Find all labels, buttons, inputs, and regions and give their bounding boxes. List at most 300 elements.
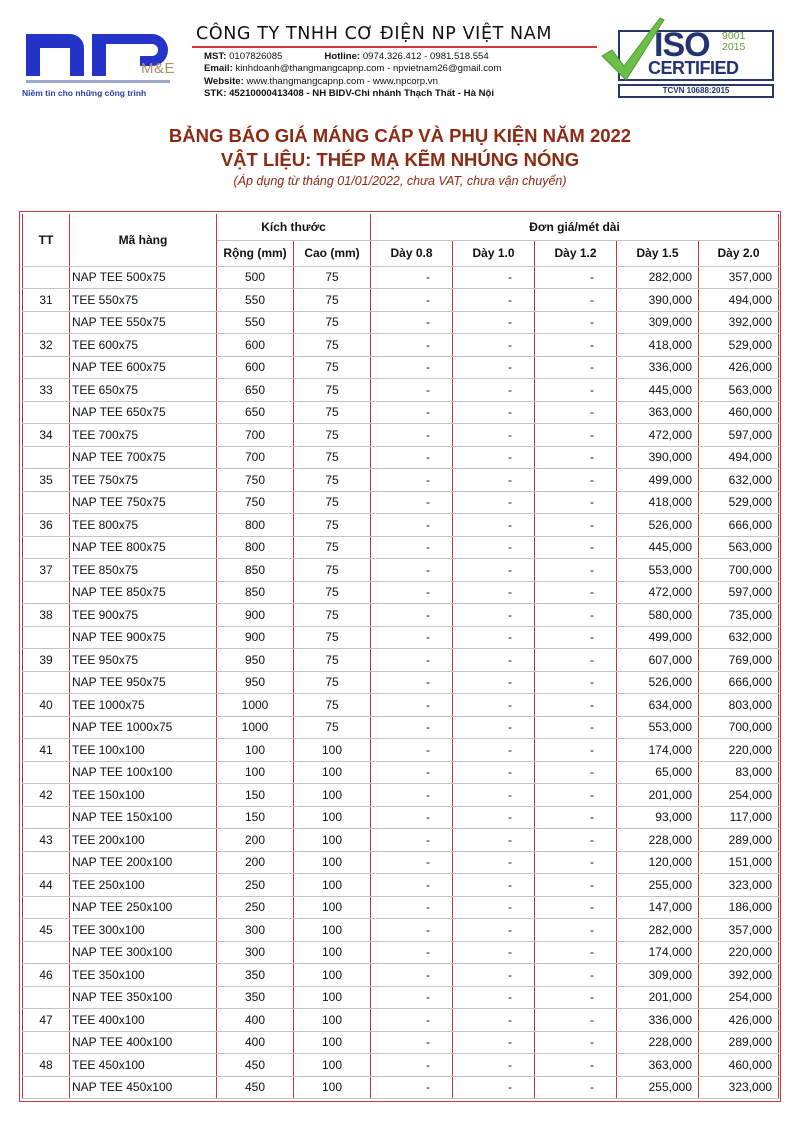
cell-d08: - bbox=[371, 806, 453, 829]
cell-d20: 529,000 bbox=[699, 334, 779, 357]
cell-d10: - bbox=[453, 266, 535, 289]
cell-d08: - bbox=[371, 851, 453, 874]
mst-value: 0107826085 bbox=[229, 50, 283, 62]
cell-d08: - bbox=[371, 1031, 453, 1054]
cell-d10: - bbox=[453, 334, 535, 357]
cell-d08: - bbox=[371, 1054, 453, 1077]
table-row bbox=[23, 761, 779, 784]
cell-tt bbox=[23, 491, 70, 514]
cell-d15: 390,000 bbox=[617, 289, 699, 312]
table-row bbox=[23, 289, 779, 312]
cell-h: 75 bbox=[294, 334, 371, 357]
bank-account-line bbox=[204, 88, 602, 101]
cell-d15: 93,000 bbox=[617, 806, 699, 829]
cell-w: 700 bbox=[217, 446, 294, 469]
cell-d10: - bbox=[453, 536, 535, 559]
cell-d15: 499,000 bbox=[617, 469, 699, 492]
title-line-2: VẬT LIỆU: THÉP MẠ KẼM NHÚNG NÓNG bbox=[220, 149, 580, 170]
cell-d10: - bbox=[453, 604, 535, 627]
cell-h: 100 bbox=[294, 1031, 371, 1054]
cell-d08: - bbox=[371, 739, 453, 762]
cell-h: 100 bbox=[294, 739, 371, 762]
cell-tt bbox=[23, 761, 70, 784]
cell-code: NAP TEE 950x75 bbox=[70, 671, 217, 694]
cell-d15: 526,000 bbox=[617, 671, 699, 694]
cell-code: TEE 600x75 bbox=[70, 334, 217, 357]
cell-w: 300 bbox=[217, 941, 294, 964]
cell-d12: - bbox=[535, 806, 617, 829]
email-label: Email: bbox=[204, 63, 233, 74]
cell-code: TEE 900x75 bbox=[70, 604, 217, 627]
checkmark-icon bbox=[598, 14, 668, 84]
cell-w: 250 bbox=[217, 874, 294, 897]
cell-w: 900 bbox=[217, 626, 294, 649]
cell-h: 75 bbox=[294, 604, 371, 627]
cell-d08: - bbox=[371, 986, 453, 1009]
cell-d12: - bbox=[535, 694, 617, 717]
cell-h: 75 bbox=[294, 649, 371, 672]
cell-d20: 357,000 bbox=[699, 266, 779, 289]
company-name: CÔNG TY TNHH CƠ ĐIỆN NP VIỆT NAM bbox=[196, 24, 553, 44]
cell-d20: 392,000 bbox=[699, 311, 779, 334]
cell-d20: 357,000 bbox=[699, 919, 779, 942]
cell-w: 950 bbox=[217, 671, 294, 694]
company-divider bbox=[192, 46, 597, 48]
cell-d08: - bbox=[371, 1076, 453, 1099]
cell-h: 75 bbox=[294, 559, 371, 582]
cell-code: TEE 750x75 bbox=[70, 469, 217, 492]
cell-d15: 553,000 bbox=[617, 716, 699, 739]
cell-tt: 44 bbox=[23, 874, 70, 897]
cell-tt: 42 bbox=[23, 784, 70, 807]
cell-code: NAP TEE 450x100 bbox=[70, 1076, 217, 1099]
cell-tt: 31 bbox=[23, 289, 70, 312]
cell-tt bbox=[23, 266, 70, 289]
cell-d10: - bbox=[453, 694, 535, 717]
table-row bbox=[23, 694, 779, 717]
cell-code: NAP TEE 900x75 bbox=[70, 626, 217, 649]
cell-d08: - bbox=[371, 649, 453, 672]
cell-h: 75 bbox=[294, 379, 371, 402]
cell-h: 100 bbox=[294, 1009, 371, 1032]
cell-tt bbox=[23, 401, 70, 424]
cell-code: TEE 850x75 bbox=[70, 559, 217, 582]
cell-d20: 597,000 bbox=[699, 581, 779, 604]
table-row bbox=[23, 446, 779, 469]
cell-code: TEE 350x100 bbox=[70, 964, 217, 987]
cell-h: 75 bbox=[294, 536, 371, 559]
cell-d12: - bbox=[535, 716, 617, 739]
table-row bbox=[23, 424, 779, 447]
cell-d08: - bbox=[371, 289, 453, 312]
table-row bbox=[23, 604, 779, 627]
cell-d20: 117,000 bbox=[699, 806, 779, 829]
company-logo bbox=[22, 28, 176, 100]
cell-d20: 289,000 bbox=[699, 829, 779, 852]
cell-tt bbox=[23, 581, 70, 604]
cell-code: NAP TEE 1000x75 bbox=[70, 716, 217, 739]
cell-w: 550 bbox=[217, 311, 294, 334]
cell-tt bbox=[23, 851, 70, 874]
header-tt: TT bbox=[23, 214, 70, 266]
cell-d20: 323,000 bbox=[699, 874, 779, 897]
cell-d08: - bbox=[371, 514, 453, 537]
iso-certified-badge bbox=[598, 14, 778, 98]
cell-d08: - bbox=[371, 401, 453, 424]
cell-d15: 201,000 bbox=[617, 986, 699, 1009]
cell-h: 75 bbox=[294, 716, 371, 739]
cell-tt bbox=[23, 941, 70, 964]
cell-tt: 37 bbox=[23, 559, 70, 582]
cell-d20: 186,000 bbox=[699, 896, 779, 919]
cell-code: TEE 100x100 bbox=[70, 739, 217, 762]
cell-d10: - bbox=[453, 289, 535, 312]
website-line bbox=[204, 76, 602, 89]
cell-w: 750 bbox=[217, 491, 294, 514]
iso-certified-text: CERTIFIED bbox=[648, 58, 739, 78]
table-row bbox=[23, 941, 779, 964]
table-row bbox=[23, 401, 779, 424]
cell-tt bbox=[23, 1076, 70, 1099]
cell-d20: 460,000 bbox=[699, 1054, 779, 1077]
cell-d12: - bbox=[535, 514, 617, 537]
cell-h: 75 bbox=[294, 626, 371, 649]
cell-d08: - bbox=[371, 874, 453, 897]
cell-d15: 228,000 bbox=[617, 1031, 699, 1054]
table-row bbox=[23, 671, 779, 694]
cell-w: 200 bbox=[217, 829, 294, 852]
cell-h: 100 bbox=[294, 829, 371, 852]
table-row bbox=[23, 536, 779, 559]
cell-code: TEE 150x100 bbox=[70, 784, 217, 807]
cell-d15: 147,000 bbox=[617, 896, 699, 919]
cell-d10: - bbox=[453, 401, 535, 424]
cell-h: 100 bbox=[294, 964, 371, 987]
cell-d10: - bbox=[453, 311, 535, 334]
cell-d10: - bbox=[453, 626, 535, 649]
hotline-label: Hotline: bbox=[324, 50, 361, 62]
cell-h: 100 bbox=[294, 784, 371, 807]
cell-tt: 48 bbox=[23, 1054, 70, 1077]
cell-w: 600 bbox=[217, 334, 294, 357]
cell-d10: - bbox=[453, 896, 535, 919]
cell-d12: - bbox=[535, 671, 617, 694]
table-row bbox=[23, 491, 779, 514]
cell-d10: - bbox=[453, 424, 535, 447]
cell-tt bbox=[23, 1031, 70, 1054]
cell-d12: - bbox=[535, 559, 617, 582]
cell-tt: 45 bbox=[23, 919, 70, 942]
cell-d20: 632,000 bbox=[699, 626, 779, 649]
cell-d15: 255,000 bbox=[617, 1076, 699, 1099]
table-row bbox=[23, 469, 779, 492]
cell-tt: 46 bbox=[23, 964, 70, 987]
mst-label: MST: bbox=[204, 50, 227, 62]
cell-code: TEE 950x75 bbox=[70, 649, 217, 672]
table-row bbox=[23, 1054, 779, 1077]
cell-code: NAP TEE 150x100 bbox=[70, 806, 217, 829]
cell-h: 75 bbox=[294, 446, 371, 469]
cell-d20: 563,000 bbox=[699, 536, 779, 559]
cell-d20: 289,000 bbox=[699, 1031, 779, 1054]
cell-d12: - bbox=[535, 761, 617, 784]
cell-w: 800 bbox=[217, 514, 294, 537]
table-row bbox=[23, 514, 779, 537]
cell-w: 450 bbox=[217, 1076, 294, 1099]
cell-tt bbox=[23, 626, 70, 649]
document-title bbox=[0, 124, 800, 189]
cell-tt: 41 bbox=[23, 739, 70, 762]
cell-d15: 445,000 bbox=[617, 536, 699, 559]
cell-h: 100 bbox=[294, 941, 371, 964]
cell-h: 100 bbox=[294, 986, 371, 1009]
cell-d15: 201,000 bbox=[617, 784, 699, 807]
cell-tt bbox=[23, 716, 70, 739]
cell-code: TEE 300x100 bbox=[70, 919, 217, 942]
cell-d12: - bbox=[535, 784, 617, 807]
email-line bbox=[204, 63, 602, 76]
cell-w: 1000 bbox=[217, 694, 294, 717]
cell-code: NAP TEE 600x75 bbox=[70, 356, 217, 379]
cell-tt: 32 bbox=[23, 334, 70, 357]
cell-w: 550 bbox=[217, 289, 294, 312]
title-note: (Áp dụng từ tháng 01/01/2022, chưa VAT, chưa vận chuyển) bbox=[233, 174, 567, 188]
cell-d12: - bbox=[535, 829, 617, 852]
cell-d10: - bbox=[453, 1076, 535, 1099]
header-d12: Dày 1.2 bbox=[535, 240, 617, 266]
cell-d15: 499,000 bbox=[617, 626, 699, 649]
cell-tt bbox=[23, 311, 70, 334]
cell-code: NAP TEE 200x100 bbox=[70, 851, 217, 874]
table-row bbox=[23, 311, 779, 334]
table-row bbox=[23, 896, 779, 919]
cell-d08: - bbox=[371, 671, 453, 694]
cell-d15: 445,000 bbox=[617, 379, 699, 402]
cell-code: TEE 450x100 bbox=[70, 1054, 217, 1077]
cell-code: NAP TEE 250x100 bbox=[70, 896, 217, 919]
header-code: Mã hàng bbox=[70, 214, 217, 266]
cell-tt bbox=[23, 986, 70, 1009]
cell-d15: 418,000 bbox=[617, 334, 699, 357]
cell-d08: - bbox=[371, 581, 453, 604]
cell-d20: 254,000 bbox=[699, 986, 779, 1009]
cell-d12: - bbox=[535, 896, 617, 919]
company-contacts bbox=[192, 51, 602, 101]
cell-w: 850 bbox=[217, 559, 294, 582]
cell-d20: 83,000 bbox=[699, 761, 779, 784]
table-row bbox=[23, 1076, 779, 1099]
cell-d15: 65,000 bbox=[617, 761, 699, 784]
header-height: Cao (mm) bbox=[294, 240, 371, 266]
cell-d12: - bbox=[535, 469, 617, 492]
cell-d15: 472,000 bbox=[617, 424, 699, 447]
table-row bbox=[23, 559, 779, 582]
table-row bbox=[23, 964, 779, 987]
cell-d20: 323,000 bbox=[699, 1076, 779, 1099]
cell-d20: 151,000 bbox=[699, 851, 779, 874]
cell-d15: 255,000 bbox=[617, 874, 699, 897]
cell-d10: - bbox=[453, 671, 535, 694]
cell-d20: 597,000 bbox=[699, 424, 779, 447]
cell-tt: 35 bbox=[23, 469, 70, 492]
cell-code: NAP TEE 550x75 bbox=[70, 311, 217, 334]
cell-d15: 282,000 bbox=[617, 919, 699, 942]
cell-d20: 563,000 bbox=[699, 379, 779, 402]
logo-slogan: Niềm tin cho những công trình bbox=[22, 88, 147, 98]
cell-w: 650 bbox=[217, 401, 294, 424]
cell-d20: 494,000 bbox=[699, 289, 779, 312]
cell-d20: 426,000 bbox=[699, 356, 779, 379]
header-price: Đơn giá/mét dài bbox=[371, 214, 779, 240]
cell-h: 75 bbox=[294, 401, 371, 424]
cell-h: 100 bbox=[294, 1054, 371, 1077]
tcvn-label: TCVN 10688:2015 bbox=[618, 84, 774, 98]
cell-h: 100 bbox=[294, 896, 371, 919]
cell-w: 850 bbox=[217, 581, 294, 604]
header-d10: Dày 1.0 bbox=[453, 240, 535, 266]
cell-d10: - bbox=[453, 919, 535, 942]
cell-d08: - bbox=[371, 536, 453, 559]
table-row bbox=[23, 379, 779, 402]
cell-d08: - bbox=[371, 761, 453, 784]
cell-d10: - bbox=[453, 806, 535, 829]
cell-h: 75 bbox=[294, 289, 371, 312]
cell-code: TEE 550x75 bbox=[70, 289, 217, 312]
table-row bbox=[23, 356, 779, 379]
stk-label: STK: bbox=[204, 88, 227, 99]
cell-d10: - bbox=[453, 986, 535, 1009]
cell-code: NAP TEE 350x100 bbox=[70, 986, 217, 1009]
tax-code-line bbox=[204, 51, 602, 64]
cell-d20: 220,000 bbox=[699, 941, 779, 964]
cell-code: TEE 400x100 bbox=[70, 1009, 217, 1032]
cell-d12: - bbox=[535, 401, 617, 424]
cell-d10: - bbox=[453, 1009, 535, 1032]
cell-w: 150 bbox=[217, 806, 294, 829]
cell-d20: 803,000 bbox=[699, 694, 779, 717]
cell-d12: - bbox=[535, 919, 617, 942]
header-d20: Dày 2.0 bbox=[699, 240, 779, 266]
cell-h: 75 bbox=[294, 266, 371, 289]
cell-code: NAP TEE 100x100 bbox=[70, 761, 217, 784]
letterhead bbox=[0, 0, 800, 108]
cell-d15: 309,000 bbox=[617, 311, 699, 334]
cell-d10: - bbox=[453, 356, 535, 379]
cell-d12: - bbox=[535, 379, 617, 402]
cell-w: 100 bbox=[217, 739, 294, 762]
cell-d08: - bbox=[371, 784, 453, 807]
cell-d10: - bbox=[453, 829, 535, 852]
cell-h: 75 bbox=[294, 514, 371, 537]
cell-d10: - bbox=[453, 1031, 535, 1054]
cell-w: 100 bbox=[217, 761, 294, 784]
price-table bbox=[19, 211, 781, 1102]
cell-d10: - bbox=[453, 469, 535, 492]
cell-tt: 47 bbox=[23, 1009, 70, 1032]
cell-w: 900 bbox=[217, 604, 294, 627]
cell-d20: 460,000 bbox=[699, 401, 779, 424]
cell-d10: - bbox=[453, 941, 535, 964]
cell-d08: - bbox=[371, 356, 453, 379]
cell-d12: - bbox=[535, 851, 617, 874]
hotline-value: 0974.326.412 - 0981.518.554 bbox=[362, 50, 489, 62]
cell-d10: - bbox=[453, 514, 535, 537]
cell-h: 100 bbox=[294, 874, 371, 897]
cell-d10: - bbox=[453, 716, 535, 739]
cell-d10: - bbox=[453, 964, 535, 987]
cell-w: 500 bbox=[217, 266, 294, 289]
cell-w: 1000 bbox=[217, 716, 294, 739]
cell-h: 75 bbox=[294, 311, 371, 334]
cell-w: 400 bbox=[217, 1031, 294, 1054]
cell-h: 75 bbox=[294, 581, 371, 604]
cell-d10: - bbox=[453, 851, 535, 874]
cell-d10: - bbox=[453, 559, 535, 582]
cell-h: 75 bbox=[294, 469, 371, 492]
cell-d08: - bbox=[371, 694, 453, 717]
cell-d10: - bbox=[453, 649, 535, 672]
cell-d08: - bbox=[371, 424, 453, 447]
cell-d15: 634,000 bbox=[617, 694, 699, 717]
table-row bbox=[23, 806, 779, 829]
cell-w: 350 bbox=[217, 986, 294, 1009]
cell-d12: - bbox=[535, 626, 617, 649]
cell-h: 75 bbox=[294, 671, 371, 694]
cell-tt bbox=[23, 806, 70, 829]
cell-d10: - bbox=[453, 491, 535, 514]
table-row bbox=[23, 649, 779, 672]
cell-tt: 43 bbox=[23, 829, 70, 852]
table-row bbox=[23, 986, 779, 1009]
cell-w: 250 bbox=[217, 896, 294, 919]
cell-d15: 336,000 bbox=[617, 356, 699, 379]
cell-d12: - bbox=[535, 581, 617, 604]
cell-w: 400 bbox=[217, 1009, 294, 1032]
table-row bbox=[23, 784, 779, 807]
cell-tt: 36 bbox=[23, 514, 70, 537]
cell-d15: 418,000 bbox=[617, 491, 699, 514]
cell-d15: 363,000 bbox=[617, 1054, 699, 1077]
cell-d08: - bbox=[371, 379, 453, 402]
cell-h: 100 bbox=[294, 1076, 371, 1099]
cell-d12: - bbox=[535, 266, 617, 289]
stk-value: 45210000413408 - NH BIDV-Chi nhánh Thạch Thất - Hà Nội bbox=[229, 88, 495, 99]
cell-d08: - bbox=[371, 1009, 453, 1032]
cell-d20: 254,000 bbox=[699, 784, 779, 807]
cell-d12: - bbox=[535, 964, 617, 987]
cell-tt bbox=[23, 446, 70, 469]
cell-w: 350 bbox=[217, 964, 294, 987]
cell-d12: - bbox=[535, 874, 617, 897]
table-row bbox=[23, 716, 779, 739]
cell-d12: - bbox=[535, 941, 617, 964]
cell-code: TEE 700x75 bbox=[70, 424, 217, 447]
cell-d08: - bbox=[371, 491, 453, 514]
cell-d08: - bbox=[371, 266, 453, 289]
table-row bbox=[23, 581, 779, 604]
cell-d08: - bbox=[371, 941, 453, 964]
cell-tt bbox=[23, 356, 70, 379]
cell-d20: 392,000 bbox=[699, 964, 779, 987]
cell-d12: - bbox=[535, 986, 617, 1009]
cell-code: NAP TEE 500x75 bbox=[70, 266, 217, 289]
cell-d20: 769,000 bbox=[699, 649, 779, 672]
table-row bbox=[23, 1031, 779, 1054]
cell-d08: - bbox=[371, 964, 453, 987]
cell-d15: 390,000 bbox=[617, 446, 699, 469]
cell-d08: - bbox=[371, 896, 453, 919]
table-row bbox=[23, 266, 779, 289]
